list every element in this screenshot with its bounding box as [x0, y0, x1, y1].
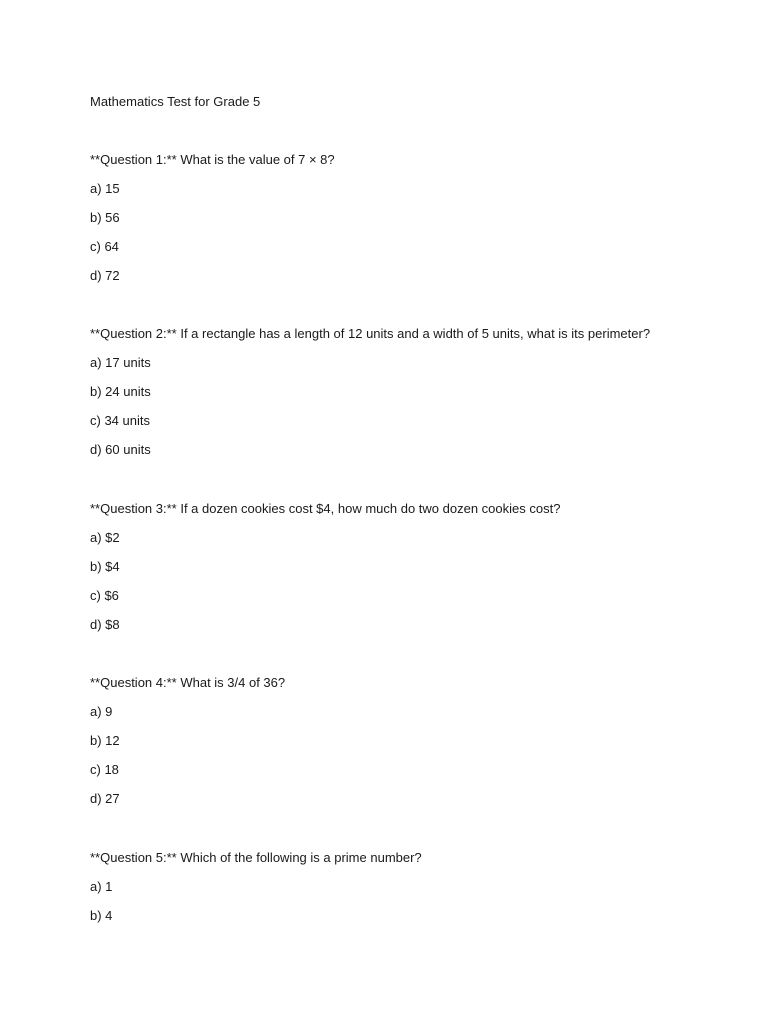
question-4-option-a: a) 9 [90, 704, 113, 719]
question-3-text: **Question 3:** If a dozen cookies cost $4, how much do two dozen cookies cost? [90, 501, 561, 516]
question-3-option-d: d) $8 [90, 617, 120, 632]
question-5-options [90, 878, 730, 925]
question-2-option-c: c) 34 units [90, 413, 150, 428]
question-3-option-b: b) $4 [90, 559, 120, 574]
question-3-options [90, 529, 730, 634]
question-3-option-c: c) $6 [90, 588, 119, 603]
question-2-option-d: d) 60 units [90, 442, 151, 457]
question-3-option-a: a) $2 [90, 530, 120, 545]
question-2-options [90, 354, 730, 459]
question-2 [90, 325, 730, 459]
question-5-option-a: a) 1 [90, 879, 113, 894]
question-2-option-b: b) 24 units [90, 384, 151, 399]
question-1-option-c: c) 64 [90, 239, 119, 254]
question-1-option-a: a) 15 [90, 181, 120, 196]
question-4-option-b: b) 12 [90, 733, 120, 748]
question-1-options [90, 180, 730, 285]
question-4-text: **Question 4:** What is 3/4 of 36? [90, 675, 286, 690]
question-2-option-a: a) 17 units [90, 355, 151, 370]
question-1-option-d: d) 72 [90, 268, 120, 283]
question-4 [90, 674, 730, 808]
question-1-option-b: b) 56 [90, 210, 120, 225]
question-4-options [90, 703, 730, 808]
question-3 [90, 500, 730, 634]
question-1 [90, 151, 730, 285]
question-4-option-d: d) 27 [90, 791, 120, 806]
question-5-text: **Question 5:** Which of the following is a prime number? [90, 850, 422, 865]
question-5 [90, 849, 730, 925]
question-4-option-c: c) 18 [90, 762, 119, 777]
question-2-text: **Question 2:** If a rectangle has a length of 12 units and a width of 5 units, what is its perimeter? [90, 326, 651, 341]
question-5-option-b: b) 4 [90, 908, 113, 923]
document-title: Mathematics Test for Grade 5 [90, 94, 261, 109]
question-1-text: **Question 1:** What is the value of 7 × 8? [90, 152, 335, 167]
